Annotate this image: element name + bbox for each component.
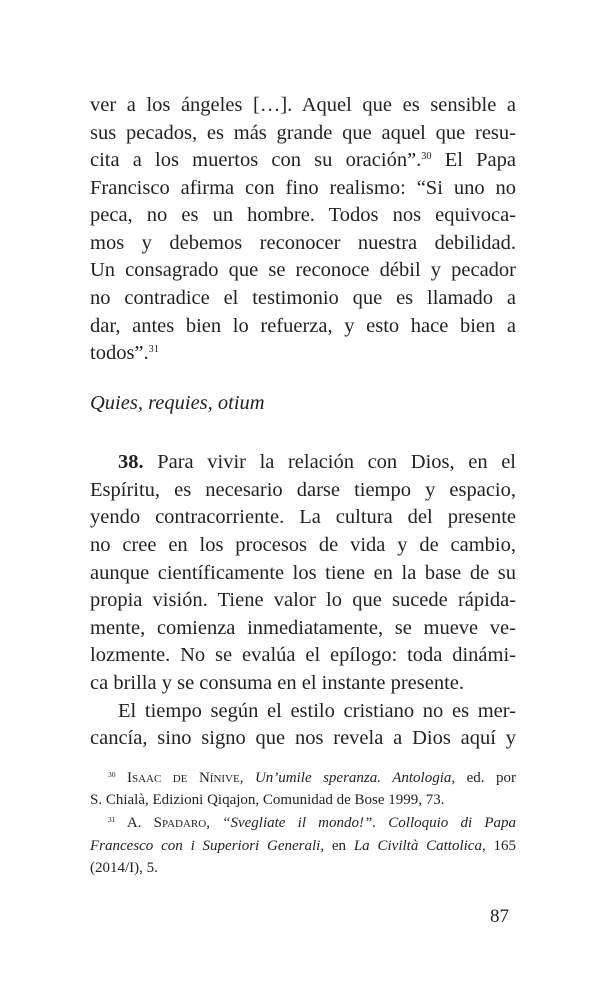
- footnote-line: [90, 857, 516, 879]
- text-span: ca brilla y se consuma en el instante presente.: [90, 672, 464, 694]
- text-span: ,: [239, 770, 255, 786]
- text-line: [90, 285, 516, 312]
- text-line: [90, 532, 516, 559]
- text-span: Un’umile speranza. Antologia: [254, 770, 452, 786]
- text-line: [90, 670, 516, 697]
- text-span: A.: [115, 815, 154, 831]
- text-span: , 165: [481, 838, 517, 854]
- text-span: yendo contracorriente. La cultura del presente: [90, 506, 516, 528]
- text-span: S. Chialà, Edizioni Qiqajon, Comunidad de Bose 1999, 73.: [90, 792, 445, 808]
- text-line: [90, 587, 516, 614]
- footnote-line: [108, 767, 516, 789]
- text-span: [116, 770, 127, 786]
- text-line: [90, 477, 516, 504]
- text-span: todos”.: [90, 342, 149, 364]
- text-span: La Civiltà Cattolica: [353, 838, 482, 854]
- text-span: “Svegliate il mondo!”. Colloquio di Papa: [222, 815, 516, 831]
- text-line: [118, 698, 516, 725]
- text-span: sus pecados, es más grande que aquel que resu-: [90, 122, 516, 144]
- text-span: , en: [320, 838, 354, 854]
- text-span: mente, comienza inmediatamente, se mueve ve-: [90, 617, 516, 639]
- text-line: [90, 230, 516, 257]
- text-span: cancía, sino signo que nos revela a Dios aquí y: [90, 727, 516, 749]
- text-line: [90, 313, 516, 340]
- text-line: [90, 725, 516, 752]
- text-span: Para vivir la relación con Dios, en el: [143, 451, 516, 473]
- text-line: [90, 642, 516, 669]
- text-span: Francesco con i Superiori Generali: [90, 838, 321, 854]
- text-span: (2014/I), 5.: [90, 860, 158, 876]
- text-span: mos y debemos reconocer nuestra debilidad.: [90, 232, 516, 254]
- footnote-line: [108, 812, 516, 834]
- footnote-ref: 30: [108, 769, 116, 779]
- text-span: El tiempo según el estilo cristiano no es mer-: [118, 700, 516, 722]
- text-span: dar, antes bien lo refuerza, y esto hace bien a: [90, 315, 516, 337]
- text-line: [90, 147, 516, 174]
- text-span: no contradice el testimonio que es llamado a: [90, 287, 516, 309]
- text-line: [90, 560, 516, 587]
- text-span: 38.: [118, 451, 144, 473]
- text-line: [90, 202, 516, 229]
- text-span: Un consagrado que se reconoce débil y pecador: [90, 259, 516, 281]
- text-line: [118, 449, 516, 476]
- footnote-line: [90, 835, 516, 857]
- text-span: Spadaro: [153, 815, 207, 831]
- text-line: [90, 92, 516, 119]
- text-span: peca, no es un hombre. Todos nos equivoca-: [90, 204, 516, 226]
- text-span: aunque científicamente los tiene en la base de su: [90, 562, 516, 584]
- text-span: propia visión. Tiene valor lo que sucede rápida-: [90, 589, 516, 611]
- text-span: lozmente. No se evalúa el epílogo: toda dinámi-: [90, 644, 516, 666]
- text-line: [90, 120, 516, 147]
- text-span: no cree en los procesos de vida y de cambio,: [90, 534, 516, 556]
- footnote-ref: 30: [421, 150, 432, 162]
- text-span: ver a los ángeles […]. Aquel que es sensible a: [90, 94, 516, 116]
- footnote-ref: 31: [148, 343, 159, 355]
- text-line: [90, 615, 516, 642]
- text-line: [90, 340, 516, 367]
- text-span: , ed. por: [451, 770, 517, 786]
- text-span: Francisco afirma con fino realismo: “Si uno no: [90, 177, 516, 199]
- text-span: El Papa: [431, 149, 516, 171]
- section-heading: Quies, requies, otium: [90, 392, 265, 414]
- text-line: [90, 175, 516, 202]
- page-number: 87: [490, 906, 509, 927]
- footnote-line: [90, 789, 516, 811]
- text-line: [90, 257, 516, 284]
- text-span: ,: [206, 815, 223, 831]
- text-span: Espíritu, es necesario darse tiempo y espacio,: [90, 479, 516, 501]
- text-span: Isaac de Nínive: [126, 770, 240, 786]
- footnote-ref: 31: [108, 814, 116, 824]
- text-span: cita a los muertos con su oración”.: [90, 149, 422, 171]
- text-line: [90, 504, 516, 531]
